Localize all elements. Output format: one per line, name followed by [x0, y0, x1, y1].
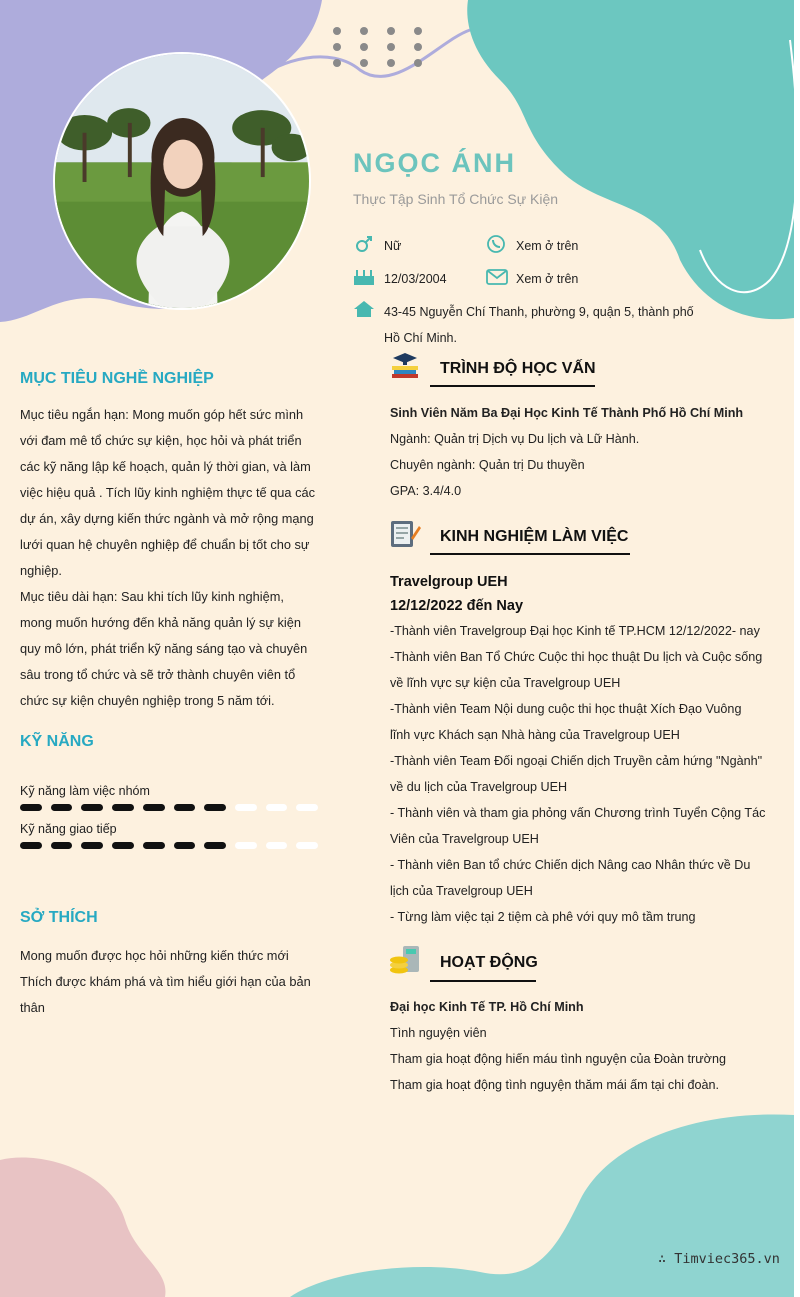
skill-rating [20, 842, 318, 849]
objective-title: MỤC TIÊU NGHỀ NGHIỆP [20, 370, 214, 387]
gender-text: Nữ [384, 239, 402, 253]
paragraph-line: việc hiệu quả . Tích lũy kinh nghiệm thực tế qua các [20, 485, 316, 500]
skill-dash-filled [143, 842, 165, 849]
experience-content [390, 570, 770, 930]
graduation-cap-icon [389, 350, 421, 382]
education-major: Ngành: Quản trị Dịch vụ Du lịch và Lữ Hành. [390, 432, 640, 446]
skill-dash-empty [266, 804, 288, 811]
paragraph-line: Mục tiêu dài hạn: Sau khi tích lũy kinh nghiệm, [20, 589, 284, 604]
skill-item [20, 822, 318, 849]
education-gpa: GPA: 3.4/4.0 [390, 484, 462, 498]
paragraph-line: các kỹ năng lập kế hoạch, quản lý thời gian, và làm [20, 459, 311, 474]
experience-line: về du lịch của Travelgroup UEH [390, 780, 568, 794]
paragraph-line: Thích được khám phá và tìm hiểu giới hạn của bản [20, 974, 311, 989]
experience-line: Viên của Travelgroup UEH [390, 832, 539, 846]
hobbies-title: SỞ THÍCH [20, 909, 98, 926]
education-title: TRÌNH ĐỘ HỌC VẤN [440, 360, 596, 377]
experience-line: - Thành viên Ban tổ chức Chiến dịch Nâng cao Nhân thức về Du [390, 858, 751, 872]
paragraph-line: với đam mê tổ chức sự kiện, học hỏi và phát triển [20, 433, 302, 448]
skill-dash-filled [174, 842, 196, 849]
paragraph-line: Mong muốn được học hỏi những kiến thức mới [20, 948, 289, 963]
experience-period: 12/12/2022 đến Nay [390, 598, 524, 614]
skill-dash-filled [143, 804, 165, 811]
phone-text: Xem ở trên [516, 239, 579, 253]
address-line-2: Hồ Chí Minh. [384, 331, 457, 345]
profile-photo [53, 52, 311, 310]
skill-rating [20, 804, 318, 811]
activities-org: Đại học Kinh Tế TP. Hồ Chí Minh [390, 1000, 584, 1014]
skill-dash-filled [81, 842, 103, 849]
skill-dash-filled [51, 842, 73, 849]
skill-label: Kỹ năng giao tiếp [20, 822, 117, 836]
paragraph-line: sâu trong tổ chức và sẽ trở thành chuyên viên tổ [20, 667, 296, 682]
paragraph-line: Mục tiêu ngắn hạn: Mong muốn góp hết sức mình [20, 407, 304, 422]
experience-line: -Thành viên Team Nội dung cuộc thi học thuật Xích Đạo Vuông [390, 702, 742, 716]
paragraph-line: lưới quan hệ chuyên nghiệp để chuẩn bị tốt cho sự [20, 537, 310, 552]
activity-line: Tham gia hoạt động tình nguyện thăm mái ấm tại chi đoàn. [390, 1078, 720, 1092]
skills-title: KỸ NĂNG [20, 733, 94, 750]
watermark: ∴ Timviec365.vn [658, 1251, 780, 1267]
objective-section [20, 370, 318, 714]
candidate-name: NGỌC ÁNH [353, 148, 516, 178]
birthday-cake-icon [353, 266, 375, 286]
experience-underline [430, 553, 630, 555]
objective-long-term [20, 584, 318, 714]
skill-dash-empty [296, 842, 318, 849]
gender-icon [354, 235, 374, 255]
skill-dash-filled [20, 804, 42, 811]
experience-line: -Thành viên Ban Tổ Chức Cuộc thi học thuật Du lịch và Cuộc sống [390, 650, 763, 664]
experience-line: - Thành viên và tham gia phỏng vấn Chương trình Tuyển Cộng Tác [390, 806, 766, 820]
email-text: Xem ở trên [516, 272, 579, 286]
skill-dash-filled [204, 842, 226, 849]
skill-dash-filled [81, 804, 103, 811]
hobbies-section [20, 909, 318, 1021]
experience-org: Travelgroup UEH [390, 574, 508, 590]
skill-label: Kỹ năng làm việc nhóm [20, 784, 150, 798]
activities-underline [430, 980, 536, 982]
skill-dash-filled [174, 804, 196, 811]
skill-dash-empty [296, 804, 318, 811]
address-line-1: 43-45 Nguyễn Chí Thanh, phường 9, quận 5, thành phố [384, 305, 694, 319]
birthday-text: 12/03/2004 [384, 272, 447, 286]
phone-icon [486, 234, 506, 254]
experience-line: -Thành viên Team Đối ngoại Chiến dịch Truyền cảm hứng "Ngành" [390, 754, 763, 768]
activities-content [390, 994, 770, 1098]
experience-line: - Từng làm việc tại 2 tiệm cà phê với quy mô tầm trung [390, 910, 696, 924]
skill-dash-empty [235, 842, 257, 849]
home-icon [353, 300, 375, 318]
paragraph-line: chức sự kiện chuyên nghiệp trong 5 năm tới. [20, 693, 275, 708]
skill-dash-filled [112, 842, 134, 849]
email-icon [486, 268, 508, 286]
objective-short-term [20, 402, 318, 584]
coins-calculator-icon [389, 944, 421, 976]
experience-line: lĩnh vực Khách sạn Nhà hàng của Travelgroup UEH [390, 728, 680, 742]
activity-line: Tham gia hoạt động hiến máu tình nguyện của Đoàn trường [390, 1052, 726, 1066]
work-experience-icon [389, 518, 421, 550]
education-school: Sinh Viên Năm Ba Đại Học Kinh Tế Thành Phố Hồ Chí Minh [390, 406, 744, 420]
skill-dash-filled [112, 804, 134, 811]
experience-title: KINH NGHIỆM LÀM VIỆC [440, 528, 629, 545]
skills-section [20, 733, 318, 849]
skill-dash-empty [235, 804, 257, 811]
education-content [390, 400, 770, 504]
experience-line: về lĩnh vực sự kiện của Travelgroup UEH [390, 676, 621, 690]
experience-line: lịch của Travelgroup UEH [390, 884, 533, 898]
paragraph-line: dự án, xây dựng kiến thức ngành và mở rộng mạng [20, 511, 314, 526]
paragraph-line: quy mô lớn, phát triển kỹ năng sáng tạo và chuyên [20, 641, 308, 656]
paragraph-line: nghiệp. [20, 563, 62, 578]
activity-line: Tình nguyện viên [390, 1026, 487, 1040]
skill-dash-empty [266, 842, 288, 849]
skill-item [20, 784, 318, 811]
education-underline [430, 385, 595, 387]
experience-line: -Thành viên Travelgroup Đại học Kinh tế TP.HCM 12/12/2022- nay [390, 624, 760, 638]
skill-dash-filled [51, 804, 73, 811]
skill-dash-filled [20, 842, 42, 849]
activities-title: HOẠT ĐỘNG [440, 954, 538, 971]
paragraph-line: thân [20, 1000, 45, 1015]
job-title: Thực Tập Sinh Tổ Chức Sự Kiện [353, 191, 559, 207]
education-specialization: Chuyên ngành: Quản trị Du thuyền [390, 458, 585, 472]
paragraph-line: mong muốn hướng đến khả năng quản lý sự kiện [20, 615, 301, 630]
skill-dash-filled [204, 804, 226, 811]
